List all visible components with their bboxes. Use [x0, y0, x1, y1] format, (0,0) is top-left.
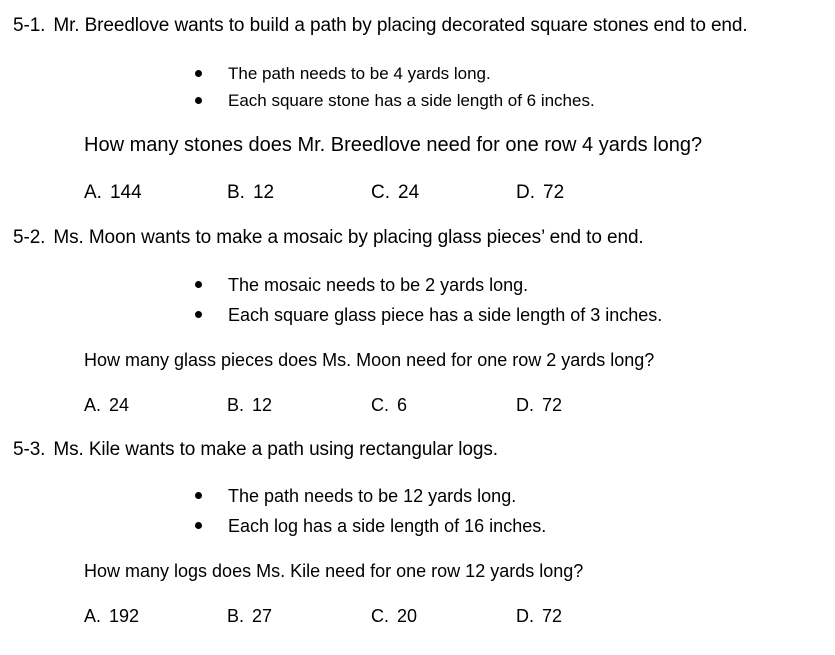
choice-value: 24 [109, 395, 130, 415]
bullet-list [194, 481, 546, 541]
bullet-text: The mosaic needs to be 2 yards long. [228, 275, 529, 295]
choice-b[interactable] [227, 604, 272, 628]
choice-letter: C. [371, 395, 389, 415]
question-text: How many logs does Ms. Kile need for one row 12 yards long? [84, 561, 584, 581]
bullet-icon [195, 70, 202, 77]
choice-letter: A. [84, 606, 102, 626]
choice-b[interactable] [227, 393, 272, 417]
problem-title [13, 14, 748, 38]
choice-value: 144 [109, 182, 142, 203]
answer-choices [84, 604, 644, 628]
choice-a[interactable] [84, 393, 129, 417]
bullet-text: The path needs to be 4 yards long. [228, 64, 491, 83]
problem-statement: Ms. Kile wants to make a path using rectangular logs. [53, 439, 498, 460]
choice-value: 72 [542, 606, 563, 626]
answer-choices [84, 181, 644, 205]
choice-value: 72 [543, 182, 565, 203]
list-item [194, 481, 546, 511]
choice-letter: B. [227, 395, 245, 415]
list-item [194, 300, 662, 330]
choice-value: 24 [398, 182, 420, 203]
bullet-list [194, 270, 662, 330]
bullet-text: The path needs to be 12 yards long. [228, 486, 517, 506]
bullet-icon [195, 311, 202, 318]
choice-letter: A. [84, 182, 102, 203]
question-text: How many glass pieces does Ms. Moon need for one row 2 yards long? [84, 350, 655, 370]
choice-d[interactable] [516, 393, 562, 417]
answer-choices [84, 393, 644, 417]
choice-value: 27 [252, 606, 273, 626]
choice-value: 6 [397, 395, 408, 415]
choice-c[interactable] [371, 181, 419, 205]
choice-a[interactable] [84, 604, 139, 628]
choice-letter: B. [227, 606, 245, 626]
bullet-list [194, 60, 595, 114]
list-item [194, 511, 546, 541]
list-item [194, 60, 595, 87]
choice-d[interactable] [516, 604, 562, 628]
bullet-icon [195, 97, 202, 104]
bullet-icon [195, 522, 202, 529]
list-item [194, 270, 662, 300]
choice-value: 12 [252, 182, 275, 203]
choice-a[interactable] [84, 181, 142, 205]
problem-statement: Ms. Moon wants to make a mosaic by placing glass pieces’ end to end. [53, 227, 644, 248]
problem-number: 5-3. [13, 439, 46, 460]
choice-value: 20 [397, 606, 418, 626]
choice-value: 192 [109, 606, 140, 626]
choice-letter: D. [516, 182, 535, 203]
bullet-text: Each log has a side length of 16 inches. [228, 516, 547, 536]
list-item [194, 87, 595, 114]
choice-value: 72 [542, 395, 563, 415]
choice-letter: D. [516, 395, 534, 415]
problem-number: 5-2. [13, 227, 46, 248]
problem-title [13, 438, 498, 462]
choice-value: 12 [252, 395, 273, 415]
bullet-icon [195, 281, 202, 288]
choice-c[interactable] [371, 393, 407, 417]
choice-b[interactable] [227, 181, 274, 205]
choice-letter: D. [516, 606, 534, 626]
choice-c[interactable] [371, 604, 417, 628]
choice-letter: C. [371, 182, 390, 203]
problem-title [13, 226, 644, 250]
problem-number: 5-1. [13, 15, 46, 36]
choice-d[interactable] [516, 181, 564, 205]
choice-letter: B. [227, 182, 245, 203]
choice-letter: C. [371, 606, 389, 626]
problem-statement: Mr. Breedlove wants to build a path by placing decorated square stones end to end. [53, 15, 748, 36]
question-text: How many stones does Mr. Breedlove need for one row 4 yards long? [84, 134, 703, 156]
choice-letter: A. [84, 395, 102, 415]
bullet-text: Each square stone has a side length of 6 inches. [228, 91, 595, 110]
bullet-text: Each square glass piece has a side length of 3 inches. [228, 305, 663, 325]
bullet-icon [195, 492, 202, 499]
